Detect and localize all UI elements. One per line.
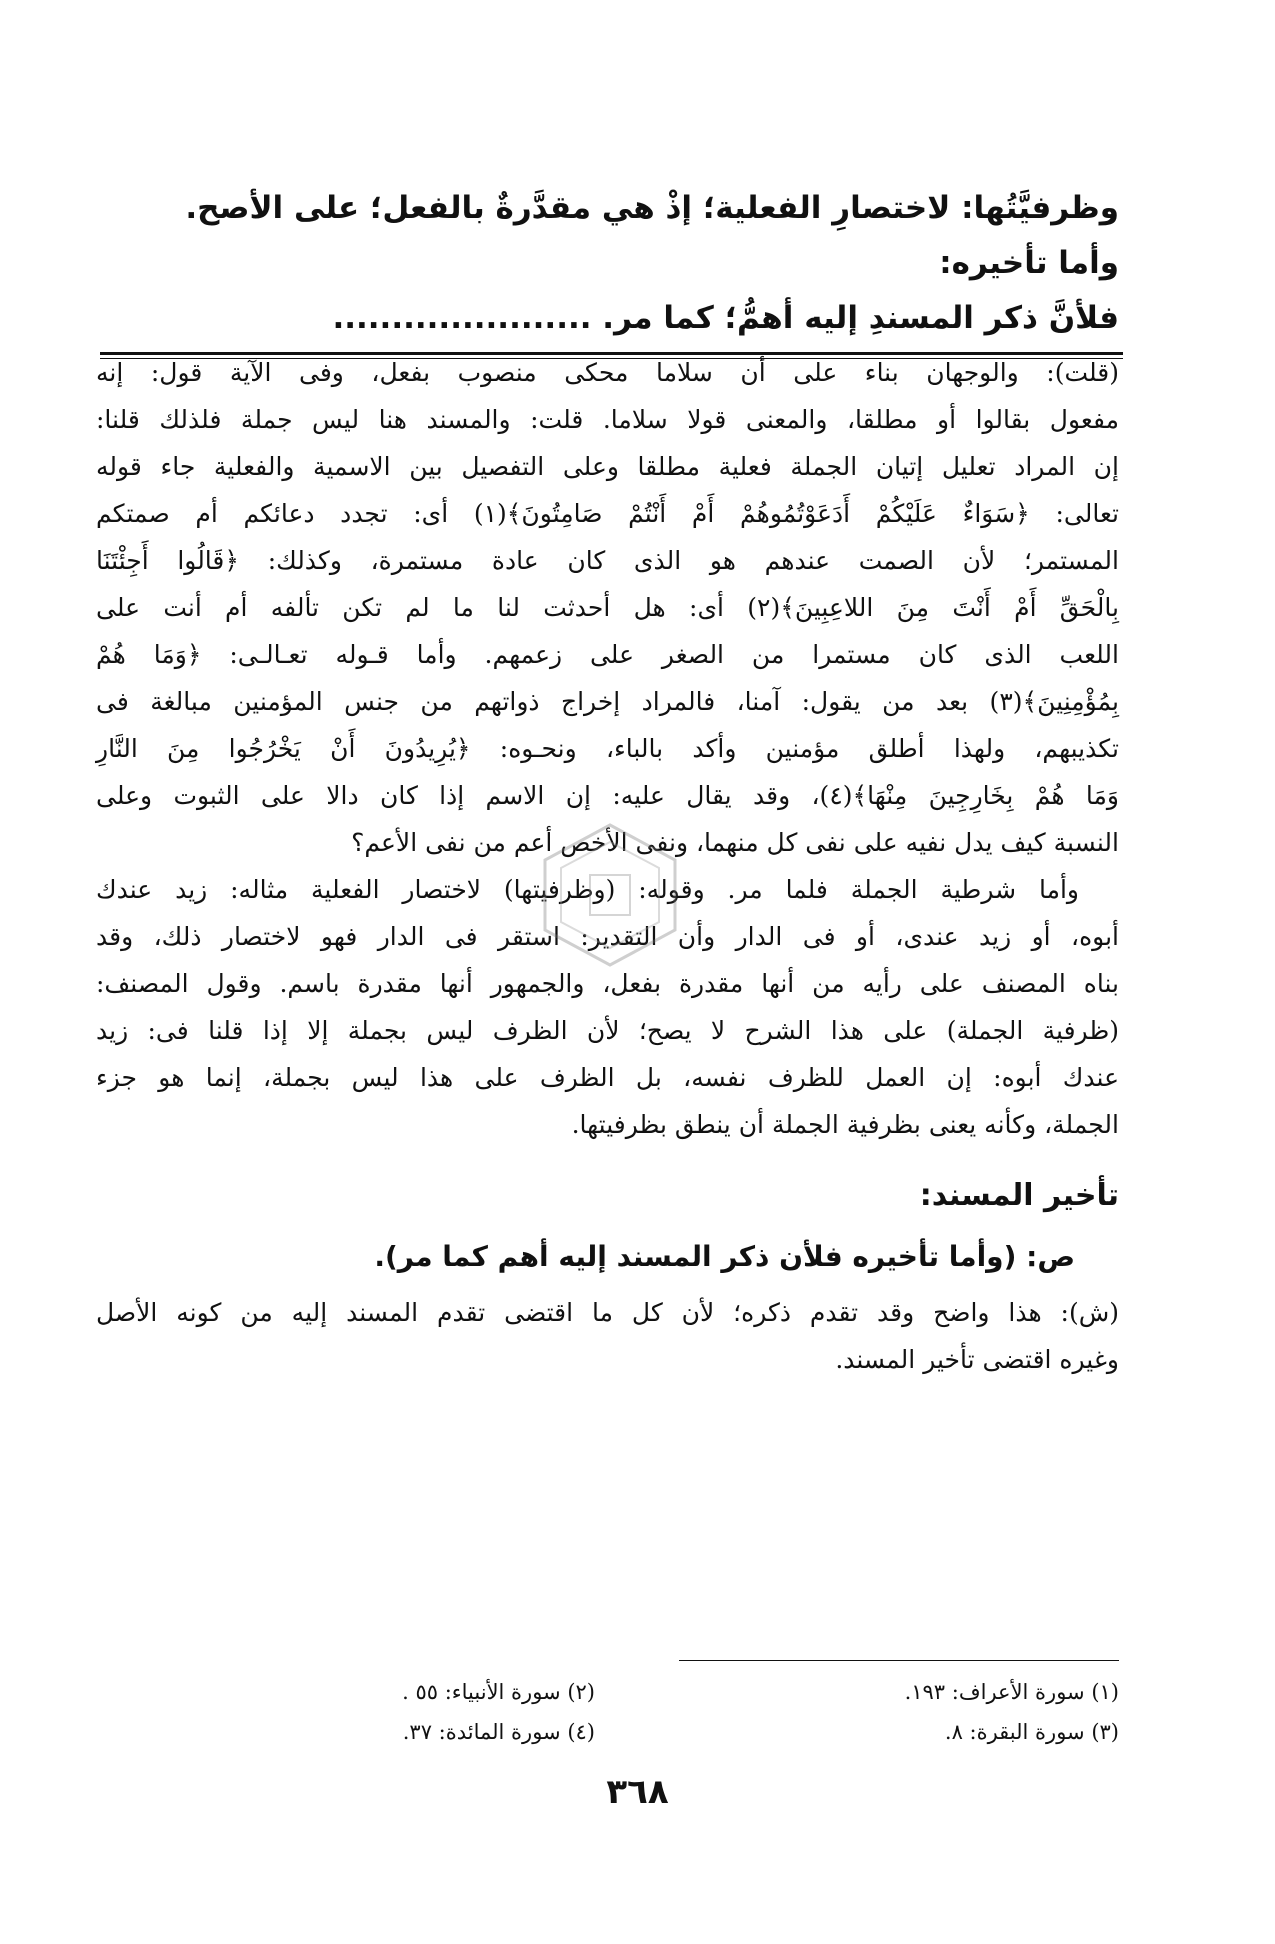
header-line-1: وظرفيَّتُها: لاختصارِ الفعلية؛ إذْ هي مقدَّرةٌ بالفعل؛ على الأصح. — [185, 190, 1119, 226]
body-line: بناه المصنف على رأيه من أنها مقدرة بفعل، والجمهور أنها مقدرة باسم. وقول المصنف: — [96, 969, 1119, 998]
footnote-4: (٤) سورة المائدة: ٣٧. — [402, 1720, 595, 1744]
page-number: ٣٦٨ — [606, 1772, 669, 1812]
header-line-3: فلأنَّ ذكر المسندِ إليه أهمُّ؛ كما مر. ...................... — [332, 300, 1119, 336]
body-line: بِمُؤْمِنِينَ﴾(٣) بعد من يقول: آمنا، فالمراد إخراج ذواتهم من جنس المؤمنين مبالغة فى — [96, 687, 1119, 716]
footnote-1: (١) سورة الأعراف: ١٩٣. — [904, 1680, 1119, 1704]
body-line: مفعول بقالوا أو مطلقا، والمعنى قولا سلاما. قلت: والمسند هنا ليس جملة فلذلك قلنا: — [96, 405, 1119, 434]
body-line: اللعب الذى كان مستمرا من الصغر على زعمهم. وأما قـوله تعـالـى: ﴿وَمَا هُمْ — [96, 640, 1119, 669]
footnote-2: (٢) سورة الأنبياء: ٥٥ . — [402, 1680, 595, 1704]
body-line: بِالْحَقِّ أَمْ أَنْتَ مِنَ اللاعِبِينَ﴾(٢) أى: هل أحدثت لنا ما لم تكن تألفه أم أنت على — [96, 593, 1119, 622]
sharh-line: (ش): هذا واضح وقد تقدم ذكره؛ لأن كل ما اقتضى تقدم المسند إليه من كونه الأصل — [96, 1298, 1119, 1327]
footnote-rule — [679, 1660, 1119, 1661]
body-line: تعالى: ﴿سَوَاءٌ عَلَيْكُمْ أَدَعَوْتُمُوهُمْ أَمْ أَنْتُمْ صَامِتُونَ﴾(١) أى: تجدد دعائكم أم صمتكم — [96, 499, 1119, 528]
body-line: عندك أبوه: إن العمل للظرف نفسه، بل الظرف على هذا ليس بجملة، إنما هو جزء — [96, 1063, 1119, 1092]
sad-line: ص: (وأما تأخيره فلأن ذكر المسند إليه أهم كما مر). — [374, 1240, 1075, 1273]
footnote-3: (٣) سورة البقرة: ٨. — [944, 1720, 1119, 1744]
body-line: (ظرفية الجملة) على هذا الشرح لا يصح؛ لأن الظرف ليس بجملة إلا إذا قلنا فى: زيد — [96, 1016, 1119, 1045]
watermark-seal-icon — [535, 820, 685, 970]
body-line: وَمَا هُمْ بِخَارِجِينَ مِنْهَا﴾(٤)، وقد يقال عليه: إن الاسم إذا كان دالا على الثبوت وعلى — [96, 781, 1119, 810]
header-line-2: وأما تأخيره: — [939, 245, 1119, 281]
section-title: تأخير المسند: — [919, 1178, 1119, 1213]
body-line: المستمر؛ لأن الصمت عندهم هو الذى كان عادة مستمرة، وكذلك: ﴿قَالُوا أَجِئْتَنَا — [96, 546, 1119, 575]
body-line: النسبة كيف يدل نفيه على نفى كل منهما، ونفى الأخص أعم من نفى الأعم؟ — [351, 828, 1119, 857]
sharh-line: وغيره اقتضى تأخير المسند. — [835, 1345, 1119, 1374]
body-line: الجملة، وكأنه يعنى بظرفية الجملة أن ينطق بظرفيتها. — [571, 1110, 1119, 1139]
body-line: أبوه، أو زيد عندى، أو فى الدار وأن التقدير: استقر فى الدار فهو لاختصار ذلك، وقد — [96, 922, 1119, 951]
body-line: تكذيبهم، ولهذا أطلق مؤمنين وأكد بالباء، ونحـوه: ﴿يُرِيدُونَ أَنْ يَخْرُجُوا مِنَ النَّارِ — [96, 734, 1119, 763]
body-line: وأما شرطية الجملة فلما مر. وقوله: (وظرفيتها) لاختصار الفعلية مثاله: زيد عندك — [96, 875, 1079, 904]
body-line: (قلت): والوجهان بناء على أن سلاما محكى منصوب بفعل، وفى الآية قول: إنه — [96, 358, 1119, 387]
body-line: إن المراد تعليل إتيان الجملة فعلية مطلقا وعلى التفصيل بين الاسمية والفعلية جاء قوله — [96, 452, 1119, 481]
